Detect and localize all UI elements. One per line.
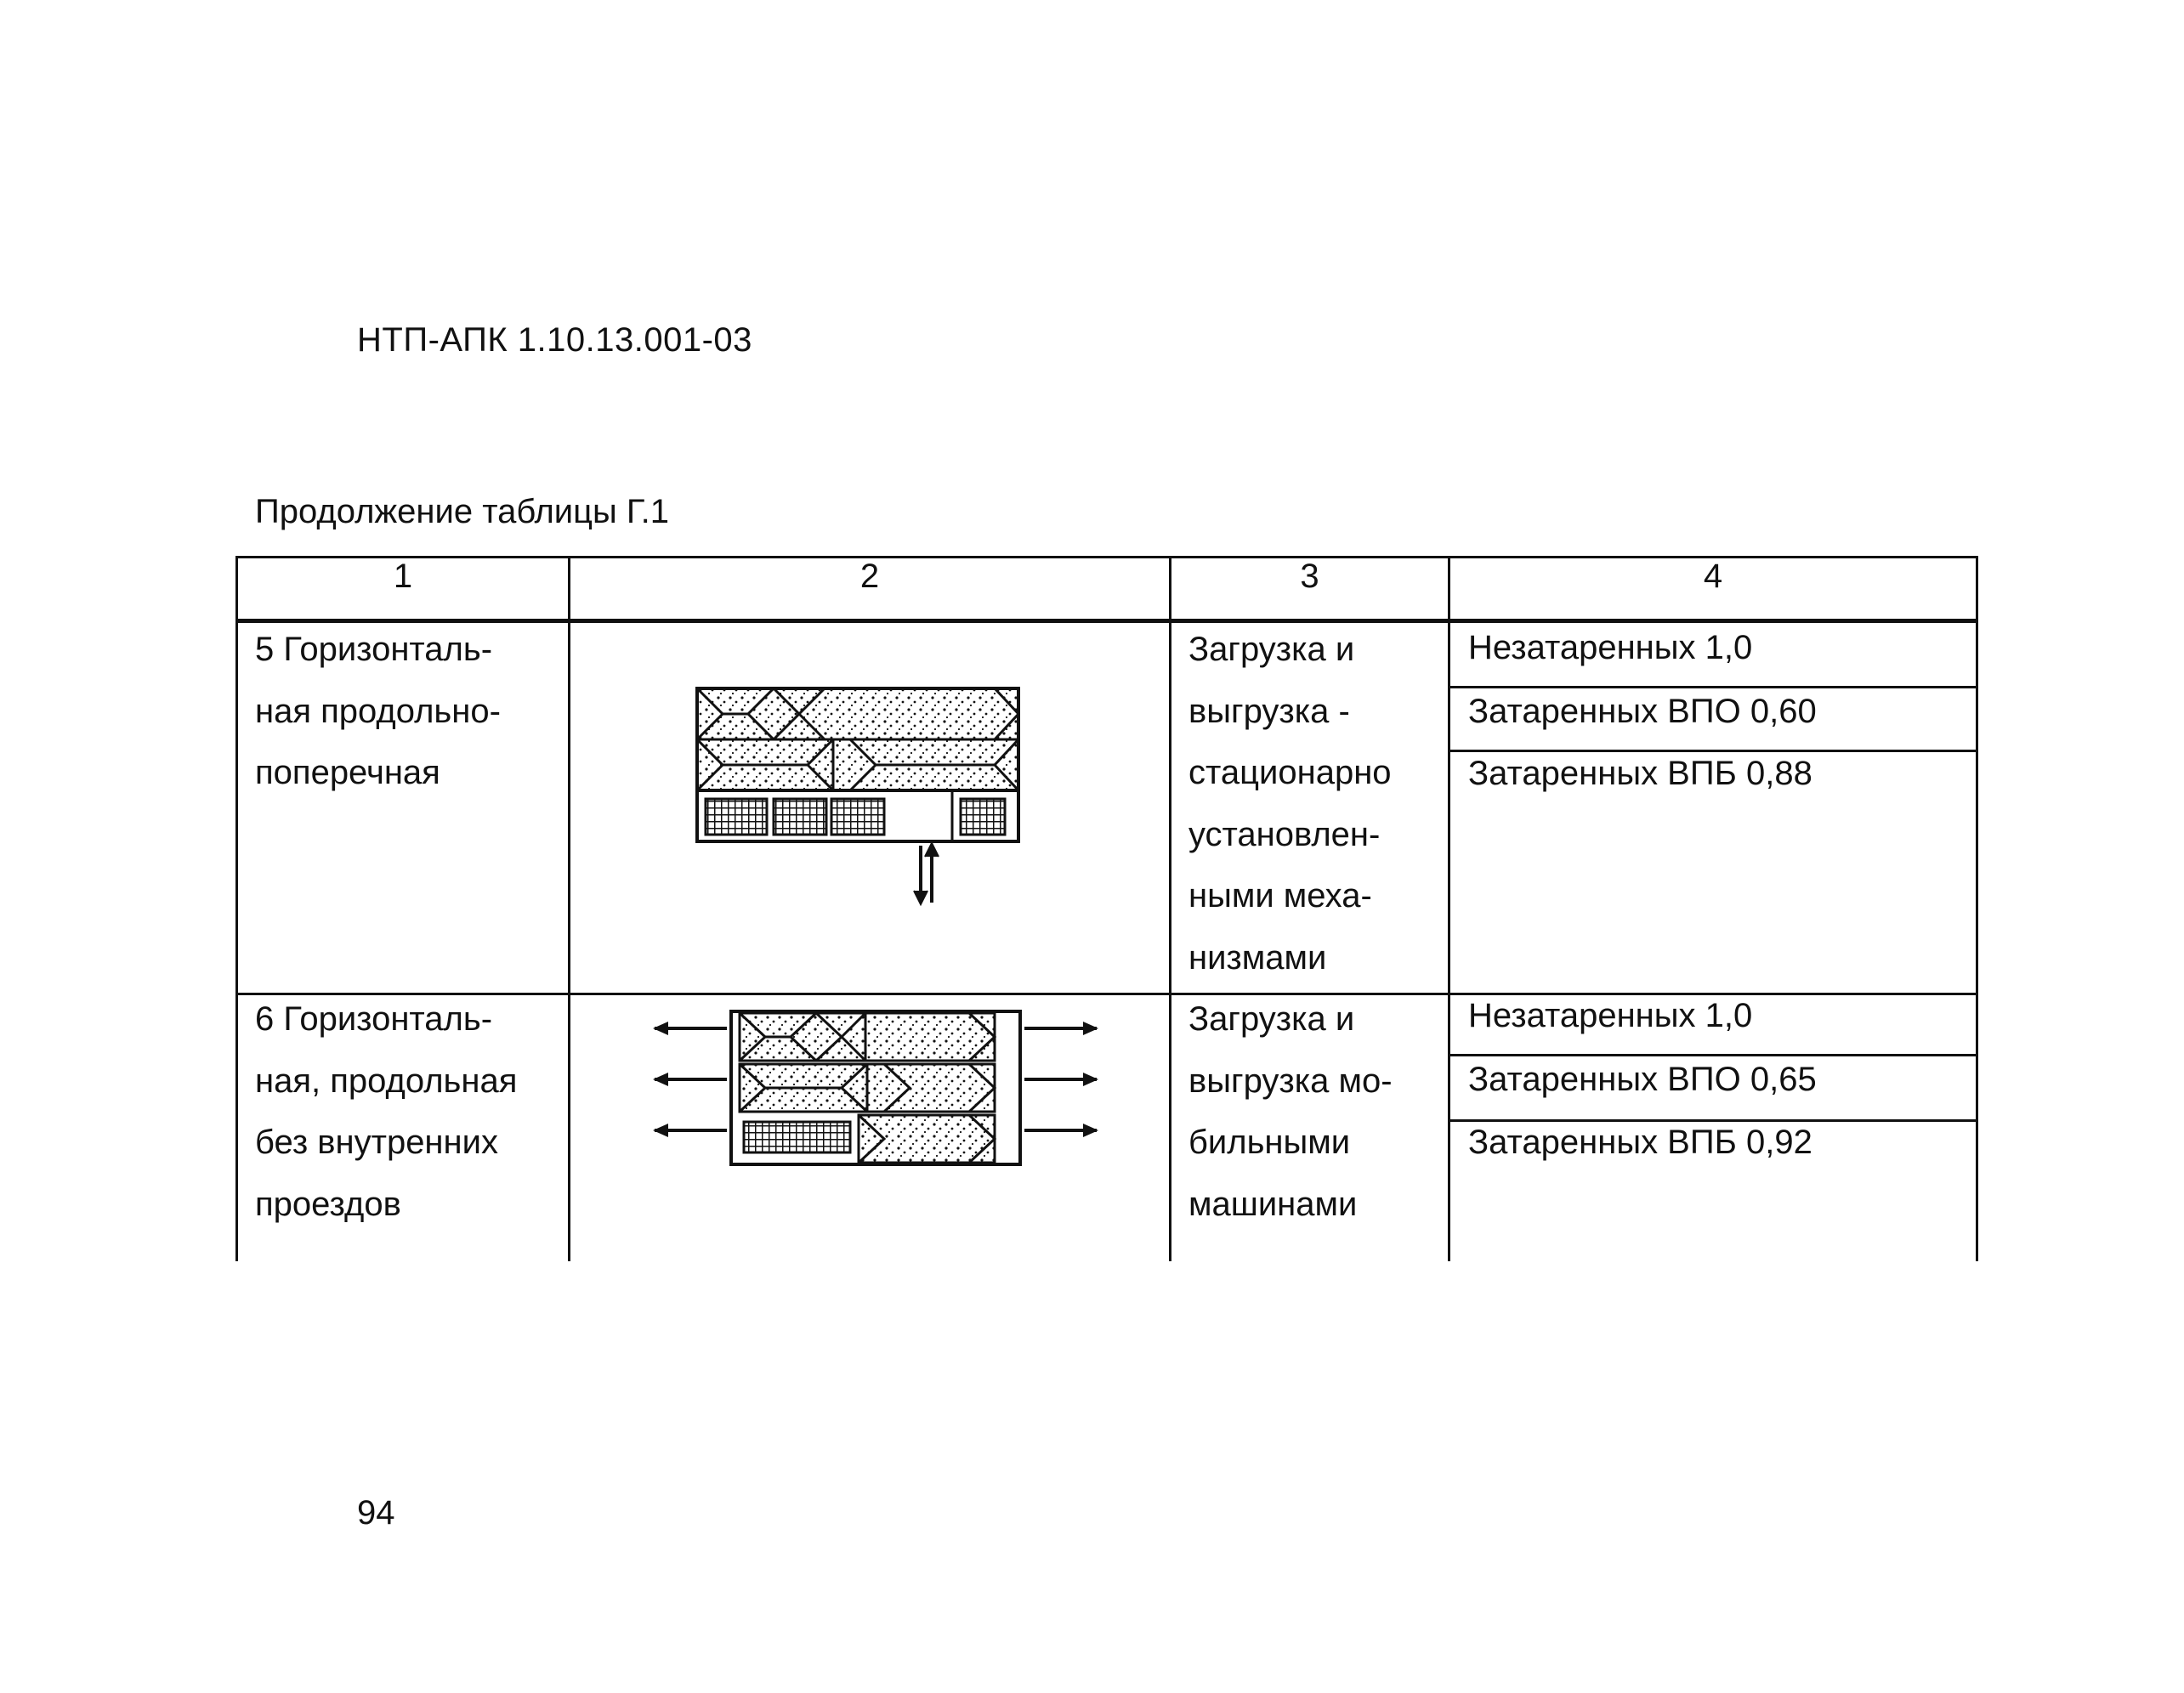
storage-layout-no-passages-diagram-icon — [646, 1003, 1105, 1173]
column-divider — [568, 556, 570, 1261]
storage-layout-diagram-icon — [680, 671, 1037, 918]
row1-coef-vpo: Затаренных ВПО 0,60 — [1468, 693, 1817, 730]
column-header-1: 1 — [393, 558, 413, 595]
col4-divider — [1449, 1054, 1978, 1056]
column-header-3: 3 — [1300, 558, 1319, 595]
row1-coef-unpacked: Незатаренных 1,0 — [1468, 629, 1753, 666]
row2-type: 6 Горизонталь- ная, продольная без внутренних проездов — [255, 1000, 518, 1223]
page-number: 94 — [357, 1494, 395, 1532]
col4-divider — [1449, 750, 1978, 752]
row2-method: Загрузка и выгрузка мо- бильными машинами — [1188, 1000, 1393, 1223]
column-divider — [1448, 556, 1450, 1261]
row1-type: 5 Горизонталь- ная продольно- поперечная — [255, 631, 501, 791]
row2-coef-unpacked: Незатаренных 1,0 — [1468, 997, 1753, 1034]
col4-divider — [1449, 686, 1978, 688]
column-header-4: 4 — [1703, 558, 1723, 595]
row1-method: Загрузка и выгрузка - стационарно установлен- ными меха- низмами — [1188, 631, 1392, 977]
col4-divider — [1449, 1119, 1978, 1122]
row1-coef-vpb: Затаренных ВПБ 0,88 — [1468, 755, 1812, 792]
table-right-border — [1976, 556, 1978, 1261]
table-caption: Продолжение таблицы Г.1 — [255, 493, 670, 530]
row2-coef-vpo: Затаренных ВПО 0,65 — [1468, 1061, 1817, 1098]
row2-coef-vpb: Затаренных ВПБ 0,92 — [1468, 1124, 1812, 1161]
document-code: НТП-АПК 1.10.13.001-03 — [357, 321, 752, 359]
column-divider — [1169, 556, 1171, 1261]
table-left-border — [235, 556, 238, 1261]
column-header-2: 2 — [859, 558, 880, 595]
